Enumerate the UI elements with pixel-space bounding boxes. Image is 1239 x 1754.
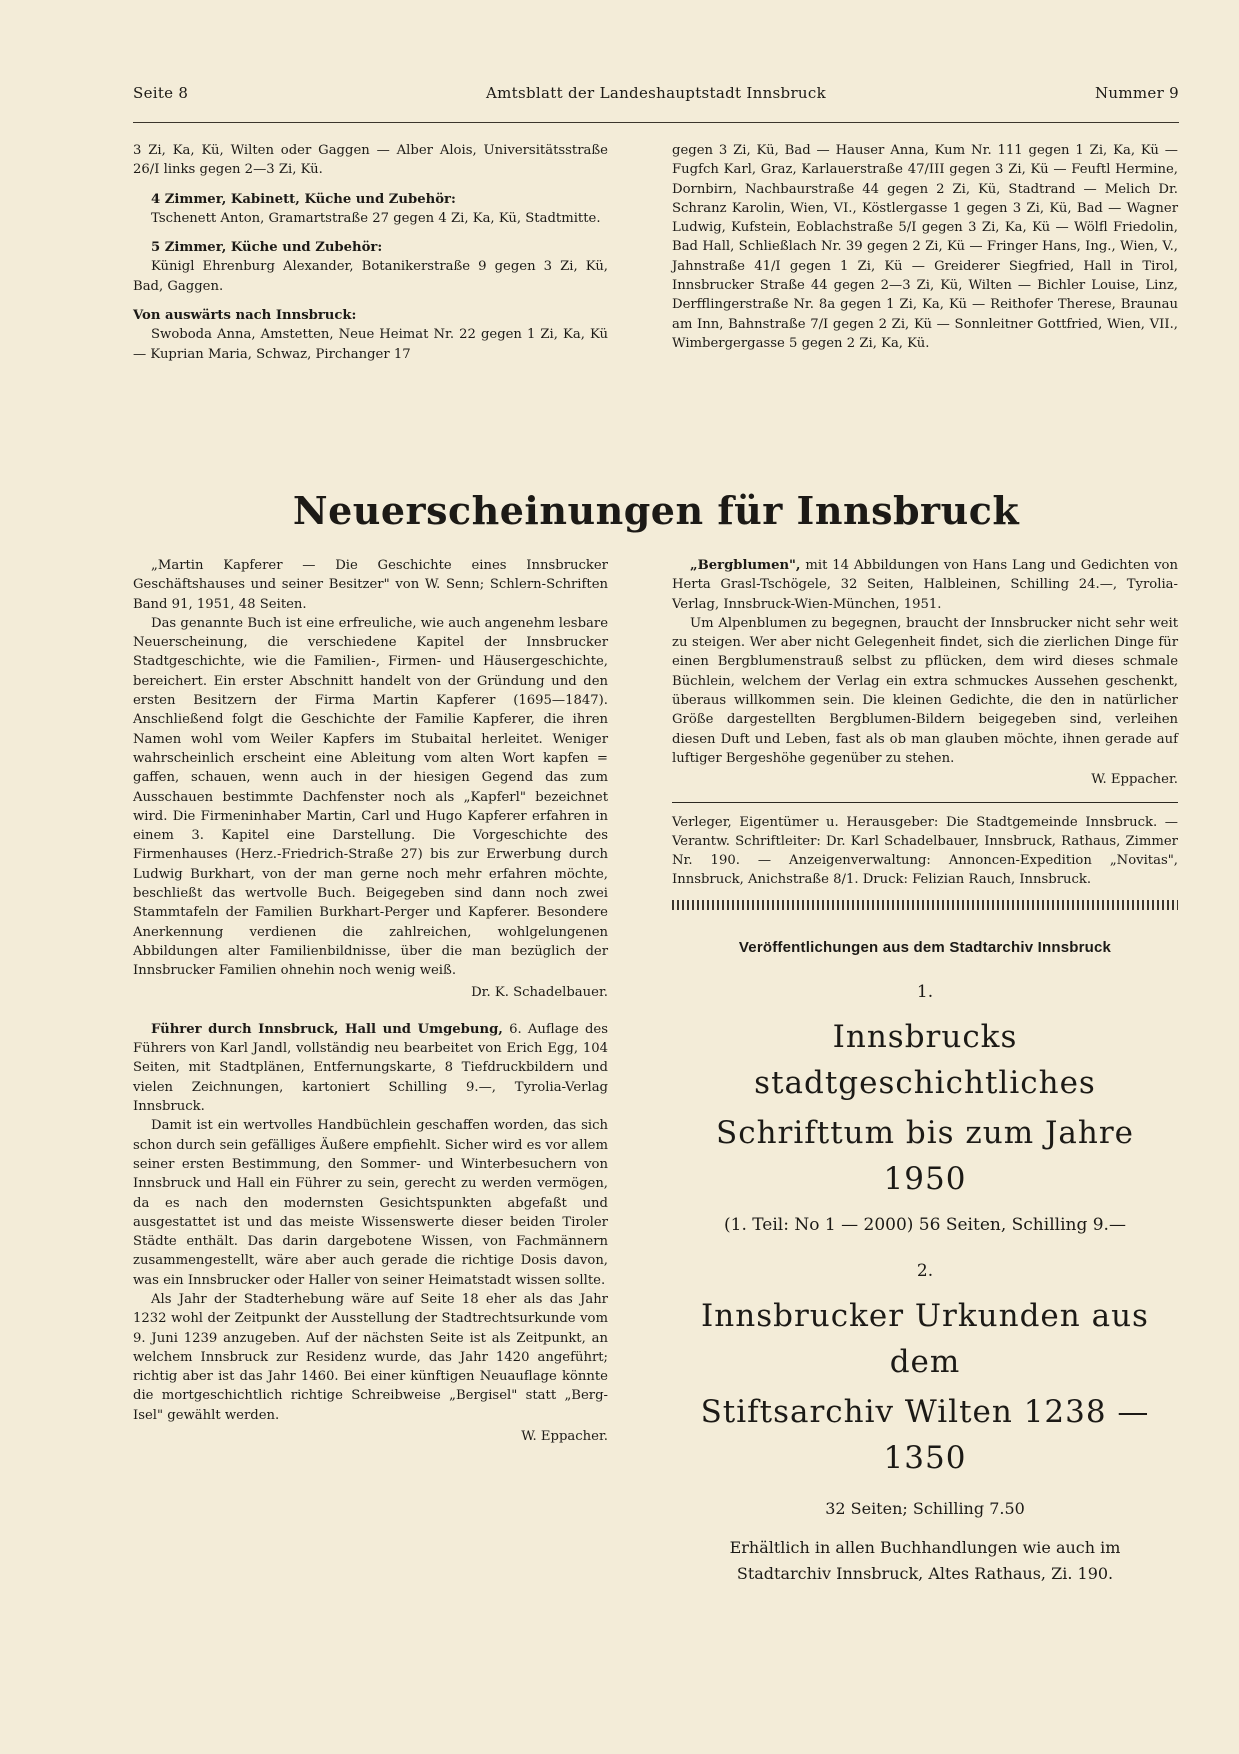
review-heading: „Martin Kapferer — Die Geschichte eines Innsbrucker Geschäftshauses und seiner Besitzer" von W. Senn; Schlern-Schriften Band 91, 1951, 48 Seiten.: [133, 558, 608, 612]
section-title: Neuerscheinungen für Innsbruck: [292, 488, 1020, 533]
listing-heading: Von auswärts nach Innsbruck:: [133, 308, 357, 324]
listings-left-column: [133, 141, 608, 364]
publication-number: 1.: [916, 982, 934, 1003]
review-body: Als Jahr der Stadterhebung wäre auf Seite 18 eher als das Jahr 1232 wohl der Zeitpunkt der Ausstellung der Stadtrechtsurkunde vom 9. Juni 1239 anzugeben. Auf der nächsten Seite ist als Zeitpunkt, an welchem Innsbruck zur Residenz wurde, das Jahr 1420 angeführt; richtig aber ist das Jahr 1460. Bei einer künftigen Neuauflage könnte die mortgeschichtlich richtige Schreibweise „Bergisel" statt „Berg-Isel" gewählt werden.: [133, 1291, 608, 1423]
ornamental-rule: [672, 900, 1178, 910]
listing-text: Tschenett Anton, Gramartstraße 27 gegen 4 Zi, Ka, Kü, Stadtmitte.: [151, 210, 601, 226]
review-heading: Führer durch Innsbruck, Hall und Umgebung,: [151, 1021, 503, 1037]
review-body: Das genannte Buch ist eine erfreuliche, wie auch angenehm lesbare Neuerscheinung, die verschiedene Kapitel der Innsbrucker Stadtgeschichte, wie die Familien-, Firmen- und Häusergeschichte, bereichert. Ein erster Abschnitt handelt von der Gründung und den ersten Besitzern der Firma Martin Kapferer (1695—1847). Anschließend folgt die Geschichte der Familie Kapferer, die ihren Namen wohl vom Weiler Kapfers im Stubaital herleitet. Weniger wahrscheinlich erscheint eine Ableitung vom alten Wort kapfen = gaffen, schauen, wenn auch in der hiesigen Gegend das zum Ausschauen bestimmte Dachfenster noch als „Kapferl" bezeichnet wird. Die Firmeninhaber Martin, Carl und Hugo Kapferer erfahren in einem 3. Kapitel eine Darstellung. Die Vorgeschichte des Firmenhauses (Herz.-Friedrich-Straße 27) bis zur Erwerbung durch Ludwig Burkhart, von der man gerne noch mehr erfahren möchte, beschließt das wertvolle Buch. Beigegeben sind dann noch zwei Stammtafeln der Familien Burkhart-Perger und Kapferer. Besondere Anerkennung verdienen die zahlreichen, wohlgelungenen Abbildungen alter Familienbildnisse, über die man bezüglich der Innsbrucker Familien ohnehin noch wenig weiß.: [133, 615, 608, 979]
review-heading-details: mit 14 Abbildungen von Hans Lang und Gedichten von Herta Grasl-Tschögele, 32 Seiten, Halbleinen, Schilling 24.—, Tyrolia-Verlag, Innsbruck-Wien-München, 1951.: [672, 558, 1178, 612]
availability-line: Erhältlich in allen Buchhandlungen wie auch im: [729, 1538, 1121, 1558]
reviews-right-column: [672, 556, 1178, 1586]
publication-details: 32 Seiten; Schilling 7.50: [825, 1498, 1025, 1518]
header-rule: [133, 122, 1179, 123]
listing-heading: 5 Zimmer, Küche und Zubehör:: [151, 240, 383, 256]
listing-heading: 4 Zimmer, Kabinett, Küche und Zubehör:: [151, 191, 456, 207]
review-signature: W. Eppacher.: [521, 1429, 608, 1445]
publication-title-line: Innsbrucker Urkunden aus dem: [701, 1297, 1149, 1380]
review-signature: W. Eppacher.: [1091, 772, 1178, 788]
page-header: [133, 84, 1179, 114]
divider: [672, 802, 1178, 803]
listing-text: Swoboda Anna, Amstetten, Neue Heimat Nr. 22 gegen 1 Zi, Ka, Kü — Kuprian Maria, Schwaz, Pirchanger 17: [133, 327, 608, 362]
review-heading: „Bergblumen",: [690, 558, 801, 573]
publication-number: 2.: [916, 1260, 934, 1281]
publication-title-line: Stiftsarchiv Wilten 1238 — 1350: [700, 1393, 1150, 1476]
publication-title: Amtsblatt der Landeshauptstadt Innsbruck: [486, 84, 826, 102]
publications-heading: Veröffentlichungen aus dem Stadtarchiv Innsbruck: [738, 938, 1112, 956]
listing-text: Künigl Ehrenburg Alexander, Botanikerstraße 9 gegen 3 Zi, Kü, Bad, Gaggen.: [133, 259, 608, 294]
review-signature: Dr. K. Schadelbauer.: [471, 984, 608, 1000]
reviews-left-column: [133, 556, 608, 1450]
publication-details: (1. Teil: No 1 — 2000) 56 Seiten, Schilling 9.—: [724, 1215, 1126, 1236]
availability-line: Stadtarchiv Innsbruck, Altes Rathaus, Zi. 190.: [736, 1564, 1114, 1584]
page-number: Seite 8: [133, 84, 189, 102]
publication-title-line: Schrifttum bis zum Jahre 1950: [715, 1115, 1134, 1198]
listing-text: gegen 3 Zi, Kü, Bad — Hauser Anna, Kum Nr. 111 gegen 1 Zi, Ka, Kü — Fugfch Karl, Graz, Karlauerstraße 47/III gegen 3 Zi, Kü — Feuftl Hermine, Dornbirn, Nachbaurstraße 44 gegen 2 Zi, Kü, Stadtrand — Melich Dr. Schranz Karolin, Wien, VI., Köstlergasse 1 gegen 3 Zi, Kü, Bad — Wagner Ludwig, Kufstein, Eoblachstraße 5/I gegen 3 Zi, Ka, Kü — Wölfl Friedolin, Bad Hall, Schließlach Nr. 39 gegen 2 Zi, Kü — Fringer Hans, Ing., Wien, V., Jahnstraße 41/I gegen 1 Zi, Kü — Greiderer Siegfried, Hall in Tirol, Innsbrucker Straße 44 gegen 2—3 Zi, Kü, Wilten — Bichler Louise, Linz, Derfflingerstraße Nr. 8a gegen 1 Zi, Ka, Kü — Reithofer Therese, Braunau am Inn, Bahnstraße 7/I gegen 2 Zi, Kü — Sonnleitner Gottfried, Wien, VII., Wimbergergasse 5 gegen 2 Zi, Ka, Kü.: [672, 143, 1178, 351]
publication-title-line: Innsbrucks stadtgeschichtliches: [754, 1019, 1096, 1102]
review-heading-details: 6. Auflage des Führers von Karl Jandl, vollständig neu bearbeitet von Erich Egg, 104 Seiten, mit Stadtplänen, Entfernungskarte, 8 Tiefdruckbildern und vielen Zeichnungen, kartoniert Schilling 9.—, Tyrolia-Verlag Innsbruck.: [133, 1021, 609, 1115]
listings-right-column: [672, 141, 1178, 353]
listing-text: 3 Zi, Ka, Kü, Wilten oder Gaggen — Alber Alois, Universitätsstraße 26/I links gegen 2—3 Zi, Kü.: [133, 143, 608, 178]
review-body: Damit ist ein wertvolles Handbüchlein geschaffen worden, das sich schon durch sein gefälliges Äußere empfiehlt. Sicher wird es vor allem seiner ersten Bestimmung, den Sommer- und Winterbesuchern von Innsbruck und Hall ein Führer zu sein, gerecht zu werden vermögen, da es nach den modernsten Gesichtspunkten abgefaßt und ausgestattet ist und das meiste Wissenswerte dieser beiden Tiroler Städte enthält. Das darin dargebotene Wissen, von Fachmännern zusammengestellt, wäre aber auch gerade die richtige Dosis davon, was ein Innsbrucker oder Haller von seiner Heimatstadt wissen sollte.: [133, 1118, 608, 1288]
imprint: Verleger, Eigentümer u. Herausgeber: Die Stadtgemeinde Innsbruck. — Verantw. Schriftleiter: Dr. Karl Schadelbauer, Innsbruck, Rathaus, Zimmer Nr. 190. — Anzeigenverwaltung: Annoncen-Expedition „Novitas", Innsbruck, Anichstraße 8/1. Druck: Felizian Rauch, Innsbruck.: [672, 814, 1178, 888]
review-body: Um Alpenblumen zu begegnen, braucht der Innsbrucker nicht sehr weit zu steigen. Wer aber nicht Gelegenheit findet, sich die zierlichen Dinge für einen Bergblumenstrauß selbst zu pflücken, dem wird dieses schmale Büchlein, welchem der Verlag ein extra schmuckes Aussehen geschenkt, überaus willkommen sein. Die kleinen Gedichte, die den in natürlicher Größe dargestellten Bergblumen-Bildern beigegeben sind, verleihen diesen Duft und Leben, fast als ob man glauben möchte, ihnen gerade auf luftiger Bergeshöhe gegenüber zu stehen.: [672, 615, 1178, 766]
issue-number: Nummer 9: [1095, 84, 1179, 102]
